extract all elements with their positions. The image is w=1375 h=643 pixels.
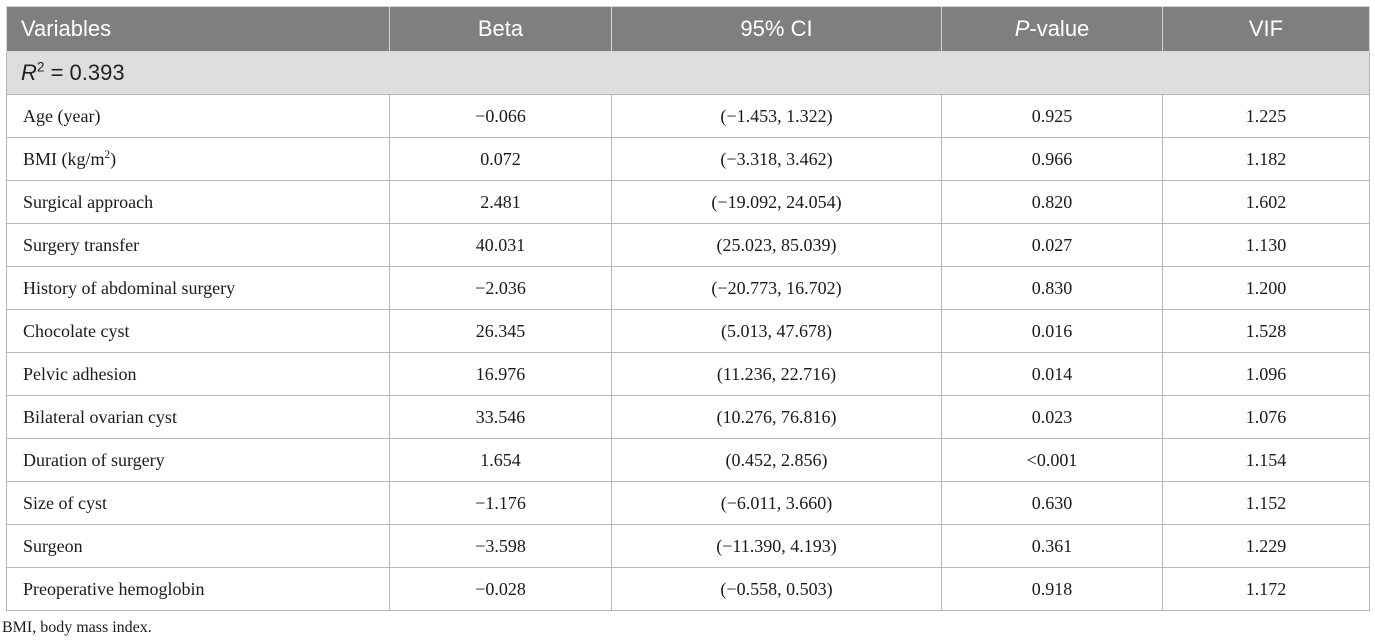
cell-p-value: <0.001: [942, 439, 1163, 482]
cell-ci: (11.236, 22.716): [612, 353, 942, 396]
table-row: [7, 310, 1370, 353]
cell-p-value: 0.966: [942, 138, 1163, 181]
cell-beta: 0.072: [390, 138, 612, 181]
r2-cell: [7, 52, 1370, 95]
cell-ci: (0.452, 2.856): [612, 439, 942, 482]
table-row: [7, 138, 1370, 181]
cell-ci: (−11.390, 4.193): [612, 525, 942, 568]
table-footnote: BMI, body mass index.: [2, 619, 152, 636]
cell-variable: Bilateral ovarian cyst: [7, 396, 390, 439]
cell-variable: Size of cyst: [7, 482, 390, 525]
cell-vif: 1.182: [1163, 138, 1370, 181]
table-row: [7, 482, 1370, 525]
cell-ci: (−1.453, 1.322): [612, 95, 942, 138]
cell-ci: (10.276, 76.816): [612, 396, 942, 439]
header-ci: 95% CI: [612, 7, 942, 52]
cell-variable: Chocolate cyst: [7, 310, 390, 353]
cell-vif: 1.172: [1163, 568, 1370, 611]
header-variables: Variables: [7, 7, 390, 52]
cell-p-value: 0.361: [942, 525, 1163, 568]
cell-beta: −1.176: [390, 482, 612, 525]
cell-p-value: 0.014: [942, 353, 1163, 396]
cell-variable: Preoperative hemoglobin: [7, 568, 390, 611]
cell-beta: 26.345: [390, 310, 612, 353]
cell-vif: 1.076: [1163, 396, 1370, 439]
header-p-value: [942, 7, 1163, 52]
cell-vif: 1.152: [1163, 482, 1370, 525]
variable-post: ): [110, 148, 117, 169]
cell-variable: Pelvic adhesion: [7, 353, 390, 396]
r2-section: [7, 52, 1370, 95]
cell-ci: (25.023, 85.039): [612, 224, 942, 267]
cell-beta: 2.481: [390, 181, 612, 224]
cell-variable: History of abdominal surgery: [7, 267, 390, 310]
table-row: [7, 568, 1370, 611]
header-vif: VIF: [1163, 7, 1370, 52]
cell-vif: 1.130: [1163, 224, 1370, 267]
table-row: [7, 181, 1370, 224]
header-p-rest: -value: [1029, 16, 1090, 41]
cell-beta: 33.546: [390, 396, 612, 439]
cell-vif: 1.200: [1163, 267, 1370, 310]
cell-p-value: 0.023: [942, 396, 1163, 439]
cell-ci: (5.013, 47.678): [612, 310, 942, 353]
cell-ci: (−0.558, 0.503): [612, 568, 942, 611]
cell-vif: 1.528: [1163, 310, 1370, 353]
table-row: [7, 353, 1370, 396]
cell-p-value: 0.830: [942, 267, 1163, 310]
r2-symbol: R: [21, 60, 37, 85]
header-row: [7, 7, 1370, 52]
cell-beta: −0.066: [390, 95, 612, 138]
cell-variable: Duration of surgery: [7, 439, 390, 482]
cell-beta: 40.031: [390, 224, 612, 267]
table-row: [7, 267, 1370, 310]
cell-vif: 1.225: [1163, 95, 1370, 138]
cell-variable: [7, 138, 390, 181]
cell-p-value: 0.016: [942, 310, 1163, 353]
cell-ci: (−3.318, 3.462): [612, 138, 942, 181]
cell-beta: −0.028: [390, 568, 612, 611]
cell-p-value: 0.918: [942, 568, 1163, 611]
regression-table-container: [6, 6, 1369, 611]
r2-row: [7, 52, 1370, 95]
cell-beta: −3.598: [390, 525, 612, 568]
cell-variable: Surgery transfer: [7, 224, 390, 267]
variable-superscript: 2: [104, 148, 111, 161]
cell-p-value: 0.925: [942, 95, 1163, 138]
cell-vif: 1.154: [1163, 439, 1370, 482]
table-row: [7, 439, 1370, 482]
cell-variable: Surgeon: [7, 525, 390, 568]
cell-ci: (−6.011, 3.660): [612, 482, 942, 525]
table-row: [7, 95, 1370, 138]
cell-variable: Surgical approach: [7, 181, 390, 224]
cell-vif: 1.229: [1163, 525, 1370, 568]
cell-variable: Age (year): [7, 95, 390, 138]
r2-value: = 0.393: [44, 60, 125, 85]
cell-vif: 1.096: [1163, 353, 1370, 396]
cell-ci: (−19.092, 24.054): [612, 181, 942, 224]
table-body: [7, 95, 1370, 611]
header-p-italic: P: [1014, 16, 1030, 41]
cell-p-value: 0.027: [942, 224, 1163, 267]
header-beta: Beta: [390, 7, 612, 52]
regression-table: [6, 6, 1370, 611]
table-row: [7, 396, 1370, 439]
cell-p-value: 0.820: [942, 181, 1163, 224]
r2-superscript: 2: [36, 59, 45, 75]
cell-ci: (−20.773, 16.702): [612, 267, 942, 310]
cell-p-value: 0.630: [942, 482, 1163, 525]
table-row: [7, 224, 1370, 267]
cell-beta: 1.654: [390, 439, 612, 482]
table-row: [7, 525, 1370, 568]
cell-beta: 16.976: [390, 353, 612, 396]
cell-vif: 1.602: [1163, 181, 1370, 224]
variable-pre: BMI (kg/m: [23, 148, 105, 169]
cell-beta: −2.036: [390, 267, 612, 310]
table-header: [7, 7, 1370, 52]
